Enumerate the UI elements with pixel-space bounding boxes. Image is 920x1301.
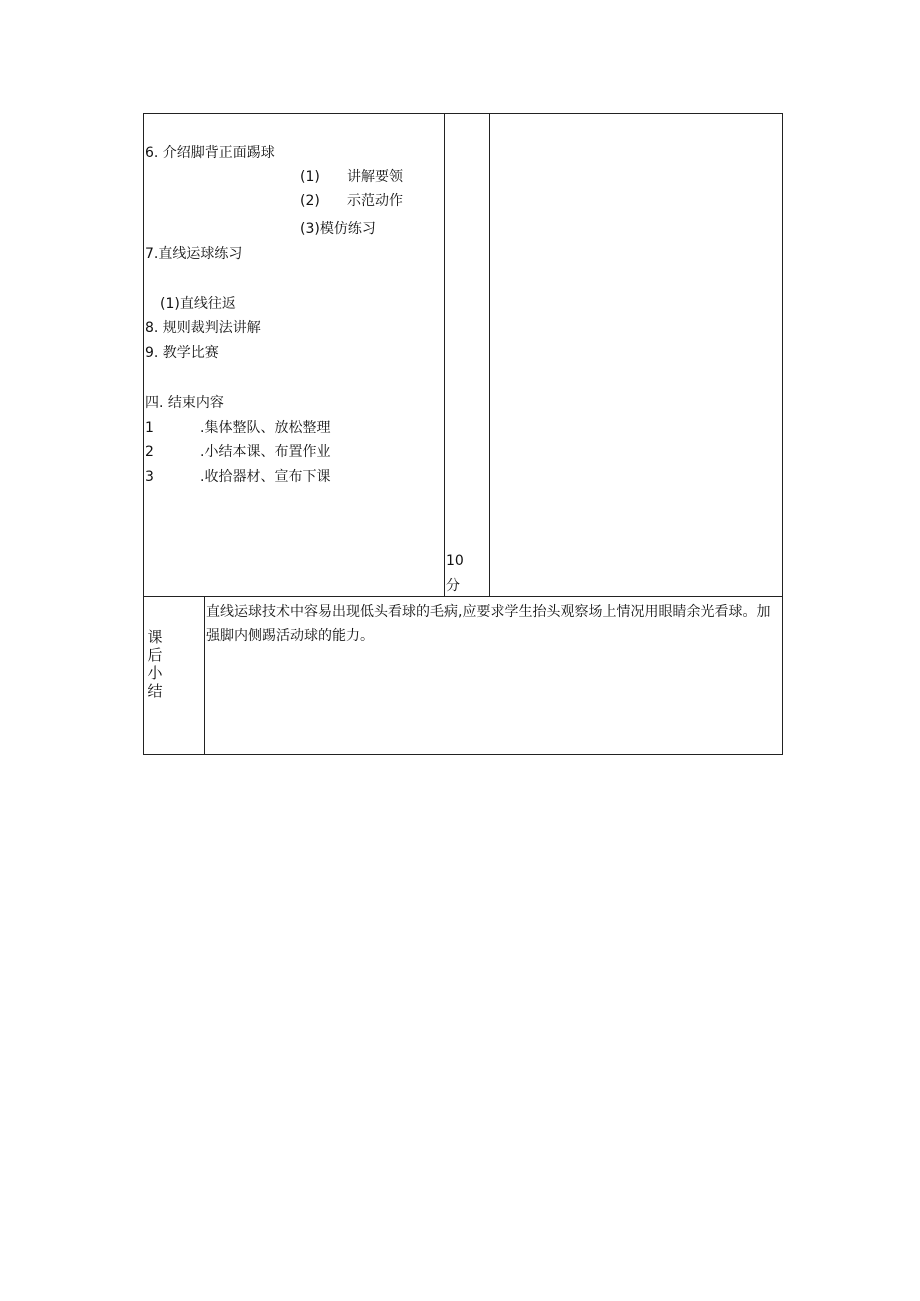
item7-sub1: (1)直线往返 bbox=[160, 296, 236, 312]
item6-title: 6. 介绍脚背正面踢球 bbox=[145, 145, 275, 161]
summary-label-char: 课 bbox=[147, 628, 163, 646]
section4-title: 四. 结束内容 bbox=[145, 395, 224, 411]
end-item3-text: .收拾器材、宣布下课 bbox=[200, 469, 331, 485]
summary-label-char: 后 bbox=[147, 646, 163, 664]
item6-sub2-text: 示范动作 bbox=[347, 193, 403, 209]
item9-title: 9. 教学比赛 bbox=[145, 345, 219, 361]
summary-text: 直线运球技术中容易出现低头看球的毛病,应要求学生抬头观察场上情况用眼睛余光看球。加强脚内侧踢活动球的能力。 bbox=[206, 604, 771, 644]
end-item1-number: 1 bbox=[145, 420, 154, 436]
end-item3-number: 3 bbox=[145, 469, 154, 485]
row-divider bbox=[143, 596, 783, 597]
summary-label-char: 小 bbox=[147, 664, 163, 682]
item6-sub1-number: (1) bbox=[300, 169, 320, 185]
table-bottom-border bbox=[143, 754, 783, 755]
end-item2-number: 2 bbox=[145, 444, 154, 460]
item6-sub1-text: 讲解要领 bbox=[347, 169, 403, 185]
item8-title: 8. 规则裁判法讲解 bbox=[145, 320, 261, 336]
time-value: 10 bbox=[446, 553, 464, 569]
summary-label-divider bbox=[204, 596, 205, 755]
item6-sub2-number: (2) bbox=[300, 193, 320, 209]
end-item2-text: .小结本课、布置作业 bbox=[200, 444, 331, 460]
table-left-border bbox=[143, 113, 144, 755]
time-notes-divider bbox=[489, 113, 490, 596]
item6-sub3: (3)模仿练习 bbox=[300, 221, 376, 237]
content-time-divider bbox=[444, 113, 445, 596]
summary-label bbox=[145, 628, 165, 700]
table-right-border bbox=[782, 113, 783, 755]
summary-label-char: 结 bbox=[147, 682, 163, 700]
table-top-border bbox=[143, 113, 783, 114]
time-unit: 分 bbox=[446, 578, 460, 594]
item7-title: 7.直线运球练习 bbox=[145, 246, 243, 262]
end-item1-text: .集体整队、放松整理 bbox=[200, 420, 331, 436]
